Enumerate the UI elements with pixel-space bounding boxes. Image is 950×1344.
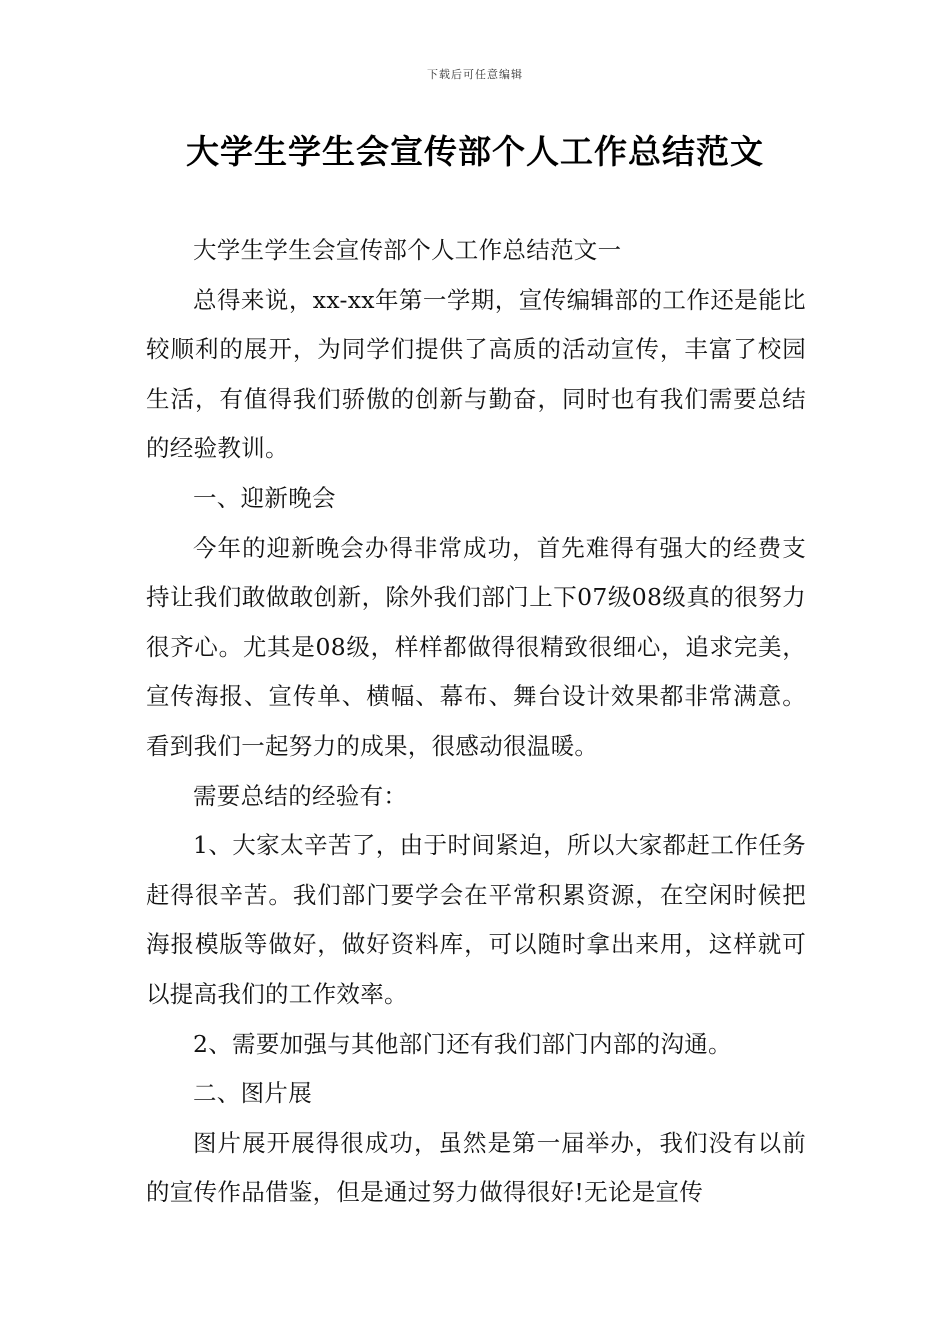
- document-title: 大学生学生会宣传部个人工作总结范文: [186, 132, 764, 171]
- document-body: [146, 226, 806, 1218]
- lessons-heading: 需要总结的经验有：: [193, 781, 408, 810]
- welcome-party-paragraph: 今年的迎新晚会办得非常成功，首先难得有强大的经费支持让我们敢做敢创新，除外我们部门上下07级08级真的很努力很齐心。尤其是08级，样样都做得很精致很细心，追求完美，宣传海报、宣传单、横幅、幕布、舞台设计效果都非常满意。看到我们一起努力的成果，很感动很温暖。: [146, 533, 806, 760]
- lesson-item-1: 1、大家太辛苦了，由于时间紧迫，所以大家都赶工作任务赶得很辛苦。我们部门要学会在平常积累资源，在空闲时候把海报模版等做好，做好资料库，可以随时拿出来用，这样就可以提高我们的工作效率。: [146, 831, 806, 1008]
- lesson-item-2: 2、需要加强与其他部门还有我们部门内部的沟通。: [193, 1029, 732, 1058]
- section-heading-welcome-party: 一、迎新晚会: [193, 483, 336, 512]
- section-heading-photo-exhibition: 二、图片展: [193, 1079, 312, 1108]
- header-note: 下载后可任意编辑: [427, 68, 523, 81]
- intro-paragraph: 总得来说，xx-xx年第一学期，宣传编辑部的工作还是能比较顺利的展开，为同学们提供了高质的活动宣传，丰富了校园生活，有值得我们骄傲的创新与勤奋，同时也有我们需要总结的经验教训。: [146, 285, 806, 463]
- subtitle-paragraph: 大学生学生会宣传部个人工作总结范文一: [193, 236, 622, 264]
- photo-exhibition-paragraph: 图片展开展得很成功，虽然是第一届举办，我们没有以前的宣传作品借鉴，但是通过努力做得很好!无论是宣传: [146, 1128, 806, 1207]
